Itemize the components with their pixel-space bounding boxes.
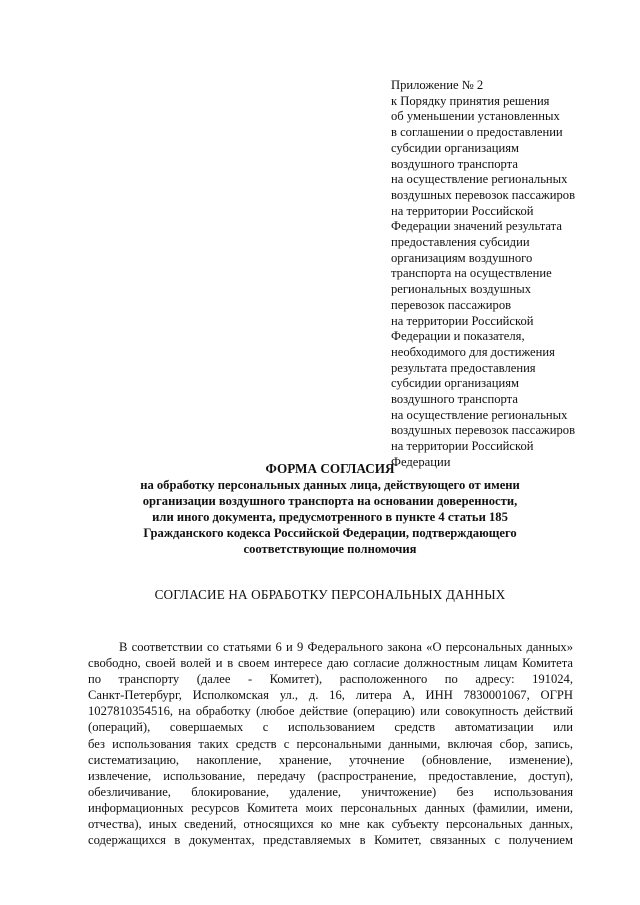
appendix-line: транспорта на осуществление xyxy=(391,266,552,281)
body-line: информационных ресурсов Комитета моих персональных данных (фамилии, имени, xyxy=(88,800,573,815)
form-subtitle-line: соответствующие полномочия xyxy=(243,542,417,556)
appendix-line: воздушных перевозок пассажиров xyxy=(391,187,576,202)
form-subtitle-line: Гражданского кодекса Российской Федерации, подтверждающего xyxy=(143,526,517,540)
form-title-block xyxy=(60,461,600,557)
appendix-line: Федерации xyxy=(391,454,451,469)
body-line: содержащихся в документах, представляемых в Комитет, связанных с получением xyxy=(88,833,573,848)
appendix-line: субсидии организациям xyxy=(391,140,519,155)
consent-body xyxy=(88,639,573,848)
appendix-line: воздушного транспорта xyxy=(391,392,518,407)
body-line: (операций), совершаемых с использованием средств автоматизации или xyxy=(88,720,573,735)
appendix-line: предоставления субсидии xyxy=(391,235,530,250)
form-subtitle-line: или иного документа, предусмотренного в пункте 4 статьи 185 xyxy=(152,510,508,524)
appendix-line: необходимого для достижения xyxy=(391,344,555,359)
appendix-line: организациям воздушного xyxy=(391,250,533,265)
appendix-line: на территории Российской xyxy=(391,313,534,328)
body-line: Санкт-Петербург, Исполкомская ул., д. 16, литера А, ИНН 7830001067, ОГРН xyxy=(88,688,573,703)
appendix-line: на территории Российской xyxy=(391,439,534,454)
appendix-line: об уменьшении установленных xyxy=(391,109,560,124)
body-line: извлечение, использование, передачу (распространение, предоставление, доступ), xyxy=(88,768,573,783)
appendix-line: на территории Российской xyxy=(391,203,534,218)
form-title: ФОРМА СОГЛАСИЯ xyxy=(265,461,395,476)
appendix-line: субсидии организациям xyxy=(391,376,519,391)
appendix-line: перевозок пассажиров xyxy=(391,297,512,312)
form-subtitle-line: на обработку персональных данных лица, действующего от имени xyxy=(140,478,520,492)
appendix-line: результата предоставления xyxy=(391,360,536,375)
appendix-line: Федерации значений результата xyxy=(391,219,562,234)
appendix-line: к Порядку принятия решения xyxy=(391,93,550,108)
appendix-block xyxy=(391,78,621,471)
body-line: В соответствии со статьями 6 и 9 Федерального закона «О персональных данных» xyxy=(119,640,573,654)
body-line: обезличивание, блокирование, удаление, уничтожение) без использования xyxy=(88,784,573,799)
appendix-line: Федерации и показателя, xyxy=(391,329,525,344)
appendix-line: воздушных перевозок пассажиров xyxy=(391,423,576,438)
body-line: 1027810354516, на обработку (любое действие (операцию) или совокупность действий xyxy=(88,704,573,719)
body-line: свободно, своей волей и в своем интересе даю согласие должностным лицам Комитета xyxy=(88,656,573,671)
body-line: без использования таких средств с персональными данными, включая сбор, запись, xyxy=(88,736,573,751)
appendix-line: Приложение № 2 xyxy=(391,78,484,92)
appendix-line: на осуществление региональных xyxy=(391,407,568,422)
body-line: отчества), иных сведений, относящихся ко мне как субъекту персональных данных, xyxy=(88,817,573,832)
form-subtitle-line: организации воздушного транспорта на основании доверенности, xyxy=(142,494,518,508)
appendix-line: воздушного транспорта xyxy=(391,156,518,171)
body-line: систематизацию, накопление, хранение, уточнение (обновление, изменение), xyxy=(88,752,573,767)
consent-heading: СОГЛАСИЕ НА ОБРАБОТКУ ПЕРСОНАЛЬНЫХ ДАННЫХ xyxy=(154,587,506,602)
appendix-line: региональных воздушных xyxy=(391,282,532,297)
appendix-line: на осуществление региональных xyxy=(391,172,568,187)
appendix-line: в соглашении о предоставлении xyxy=(391,125,563,140)
body-line: по транспорту (далее - Комитет), расположенного по адресу: 191024, xyxy=(88,672,573,687)
